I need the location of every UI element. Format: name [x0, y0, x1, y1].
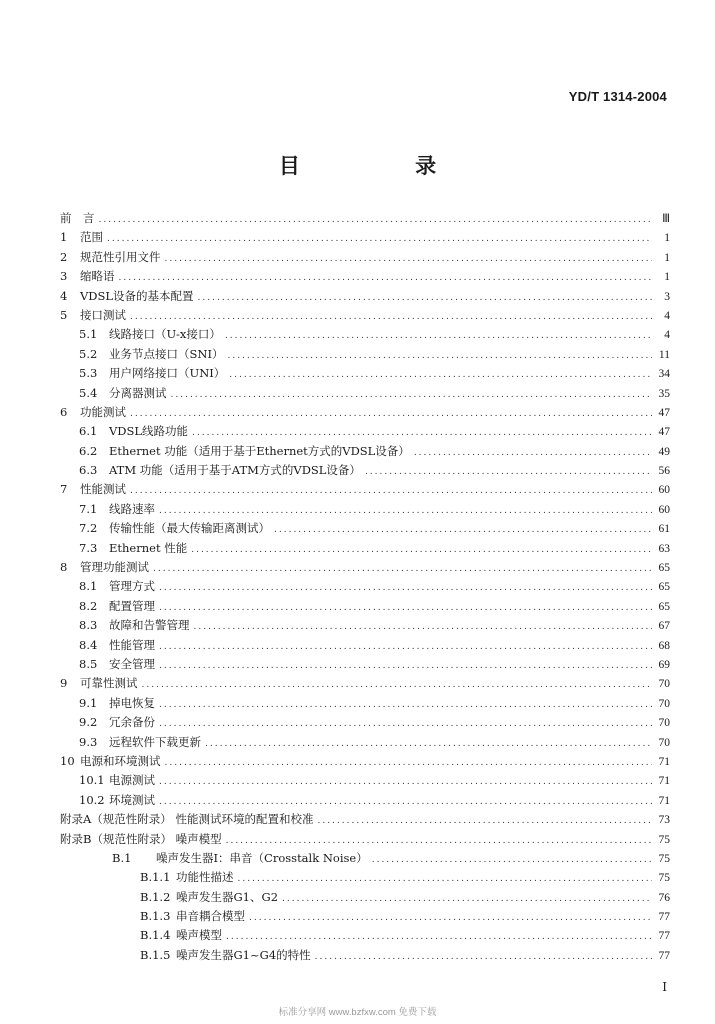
dot-leader [159, 661, 652, 671]
toc-entry-label: Ethernet 功能（适用于基于Ethernet方式的VDSL设备） [109, 443, 410, 458]
toc-entry-label: 配置管理 [109, 598, 155, 613]
dot-leader [159, 603, 652, 613]
toc-entry[interactable] [60, 811, 670, 830]
dot-leader [226, 932, 652, 942]
toc-entry-number: 6.3 [79, 463, 98, 478]
toc-entry-number: B.1.3 [140, 909, 171, 924]
toc-entry[interactable] [60, 695, 670, 714]
toc-entry[interactable] [60, 578, 670, 597]
toc-entry[interactable] [60, 675, 670, 694]
toc-entry-number: 8.5 [79, 656, 98, 671]
dot-leader [119, 273, 653, 283]
toc-entry-label: 噪声发生器G1~G4的特性 [176, 947, 311, 962]
toc-entry-label: 噪声模型 [176, 928, 222, 943]
dot-leader [159, 797, 652, 807]
toc-entry[interactable] [60, 540, 670, 559]
toc-entry-number: 2 [60, 249, 68, 264]
toc-entry[interactable] [60, 520, 670, 539]
toc-entry-number: 7.1 [79, 501, 98, 516]
toc-entry-number: 6.1 [79, 424, 98, 439]
toc-entry-page: 35 [658, 387, 670, 400]
toc-entry-label: 附录A（规范性附录） 性能测试环境的配置和校准 [60, 812, 314, 827]
toc-entry-page: 65 [658, 562, 670, 575]
dot-leader [142, 680, 653, 690]
dot-leader [274, 525, 652, 535]
table-of-contents [60, 210, 670, 966]
toc-entry-label: 接口测试 [80, 307, 126, 322]
toc-entry[interactable] [60, 869, 670, 888]
toc-entry-label: ATM 功能（适用于基于ATM方式的VDSL设备） [109, 463, 361, 478]
toc-entry-number: B.1 [112, 850, 132, 865]
toc-entry[interactable] [60, 268, 670, 287]
toc-entry[interactable] [60, 307, 670, 326]
toc-entry-page: 71 [658, 794, 670, 807]
toc-entry-page: 1 [664, 232, 670, 245]
toc-entry-label: 缩略语 [80, 269, 115, 284]
toc-entry-page: 65 [658, 581, 670, 594]
watermark-text: 标准分享网 www.bzfxw.com 免费下载 [278, 1007, 437, 1018]
toc-entry-number: 8.3 [79, 618, 98, 633]
toc-entry-page: 77 [658, 911, 670, 924]
dot-leader [225, 331, 652, 341]
dot-leader [153, 564, 652, 574]
toc-entry-page: 1 [664, 251, 670, 264]
toc-entry-label: 传输性能（最大传输距离测试） [109, 521, 270, 536]
toc-entry-number: 5.2 [79, 346, 98, 361]
toc-entry-number: 1 [60, 230, 68, 245]
toc-entry[interactable] [60, 656, 670, 675]
toc-entry-number: 9 [60, 676, 68, 691]
dot-leader [191, 545, 652, 555]
toc-entry-page: 70 [658, 678, 670, 691]
toc-entry-page: 65 [658, 600, 670, 613]
toc-entry[interactable] [60, 346, 670, 365]
toc-entry-label: 性能管理 [109, 637, 155, 652]
toc-entry[interactable] [60, 831, 670, 850]
toc-entry-page: 34 [658, 368, 670, 381]
toc-entry-page: 69 [658, 658, 670, 671]
toc-entry-number: 9.3 [79, 734, 98, 749]
toc-entry-label: 功能测试 [80, 404, 126, 419]
toc-entry-page: 67 [658, 620, 670, 633]
toc-entry[interactable] [60, 792, 670, 811]
dot-leader [165, 254, 653, 264]
toc-entry-number: 3 [60, 269, 68, 284]
toc-entry-page: 56 [658, 465, 670, 478]
toc-entry[interactable] [60, 734, 670, 753]
toc-entry-label: 噪声发生器G1、G2 [176, 889, 279, 904]
toc-entry-label: 前 言 [60, 211, 95, 225]
dot-leader [198, 293, 652, 303]
toc-entry[interactable] [60, 385, 670, 404]
toc-entry[interactable] [60, 889, 670, 908]
dot-leader [107, 234, 652, 244]
toc-entry-label: 噪声发生器Ⅰ：串音（Crosstalk Noise） [156, 850, 368, 865]
toc-entry-label: 性能测试 [80, 482, 126, 497]
dot-leader [317, 816, 652, 826]
toc-entry[interactable] [60, 753, 670, 772]
toc-entry-label: Ethernet 性能 [109, 540, 188, 555]
toc-entry-page: 75 [658, 872, 670, 885]
toc-entry-number: B.1.2 [140, 889, 171, 904]
toc-entry-label: VDSL线路功能 [109, 424, 189, 439]
toc-entry-number: 10 [60, 753, 75, 768]
toc-entry-label: 故障和告警管理 [109, 618, 190, 633]
toc-entry-page: 71 [658, 755, 670, 768]
toc-entry[interactable] [60, 365, 670, 384]
toc-entry-number: 7.3 [79, 540, 98, 555]
dot-leader [227, 351, 652, 361]
toc-entry-label: 线路接口（U-x接口） [109, 327, 221, 342]
toc-entry-page: 60 [658, 484, 670, 497]
dot-leader [249, 913, 652, 923]
toc-entry-number: 6.2 [79, 443, 98, 458]
toc-entry[interactable] [60, 559, 670, 578]
toc-entry[interactable] [60, 850, 670, 869]
toc-entry-number: 8.1 [79, 579, 98, 594]
toc-entry[interactable] [60, 229, 670, 248]
toc-entry-page: 77 [658, 930, 670, 943]
toc-entry-page: 76 [658, 891, 670, 904]
toc-entry-number: 9.2 [79, 715, 98, 730]
document-code: YD/T 1314-2004 [568, 89, 667, 104]
toc-entry[interactable] [60, 481, 670, 500]
toc-entry-label: 线路速率 [109, 501, 155, 516]
toc-entry-page: 70 [658, 736, 670, 749]
toc-entry-label: 规范性引用文件 [80, 249, 161, 264]
toc-entry-page: 77 [658, 949, 670, 962]
dot-leader [165, 758, 653, 768]
toc-entry-page: 68 [658, 639, 670, 652]
toc-entry-page: 4 [664, 309, 670, 322]
toc-entry-number: 9.1 [79, 695, 98, 710]
toc-entry-number: 5 [60, 307, 68, 322]
toc-entry-page: 47 [658, 426, 670, 439]
toc-entry-number: 8 [60, 560, 68, 575]
toc-entry-number: 5.4 [79, 385, 98, 400]
dot-leader [159, 719, 652, 729]
toc-entry-label: 用户网络接口（UNI） [109, 366, 226, 381]
toc-entry-number: 4 [60, 288, 68, 303]
toc-entry[interactable] [60, 443, 670, 462]
toc-entry[interactable] [60, 326, 670, 345]
toc-entry-page: 47 [658, 406, 670, 419]
toc-entry[interactable] [60, 210, 670, 229]
page-title: 目 录 [278, 153, 491, 178]
toc-entry-label: 功能性描述 [176, 870, 234, 885]
toc-entry-label: 附录B（规范性附录） 噪声模型 [60, 831, 222, 846]
toc-entry[interactable] [60, 423, 670, 442]
toc-entry-label: 电源测试 [109, 773, 155, 788]
toc-entry-page: 70 [658, 717, 670, 730]
toc-entry-label: 管理功能测试 [80, 560, 149, 575]
toc-entry-page: 3 [664, 290, 670, 303]
toc-entry-number: 8.4 [79, 637, 98, 652]
toc-entry-label: 串音耦合模型 [176, 909, 245, 924]
toc-entry-number: B.1.5 [140, 947, 171, 962]
toc-entry-label: 远程软件下载更新 [109, 734, 201, 749]
toc-entry-label: 业务节点接口（SNI） [109, 346, 224, 361]
toc-entry-page: 11 [658, 348, 670, 361]
toc-entry-label: 范围 [80, 230, 103, 245]
toc-entry-page: 73 [658, 814, 670, 827]
toc-entry-label: 掉电恢复 [109, 695, 155, 710]
dot-leader [130, 312, 652, 322]
dot-leader [159, 506, 652, 516]
toc-entry-label: 管理方式 [109, 579, 155, 594]
toc-entry-page: 75 [658, 852, 670, 865]
toc-entry-label: 电源和环境测试 [80, 753, 161, 768]
toc-entry[interactable] [60, 714, 670, 733]
toc-entry[interactable] [60, 501, 670, 520]
toc-entry[interactable] [60, 404, 670, 423]
toc-entry[interactable] [60, 637, 670, 656]
toc-entry-number: 7 [60, 482, 68, 497]
dot-leader [238, 874, 653, 884]
toc-entry-page: 70 [658, 697, 670, 710]
dot-leader [171, 390, 653, 400]
toc-entry-page: 75 [658, 833, 670, 846]
toc-entry-number: B.1.1 [140, 870, 171, 885]
toc-entry-page: 4 [664, 329, 670, 342]
toc-entry-page: 1 [664, 271, 670, 284]
page-number: Ⅰ [662, 980, 667, 994]
toc-entry[interactable] [60, 772, 670, 791]
toc-entry-label: 可靠性测试 [80, 676, 138, 691]
toc-entry[interactable] [60, 927, 670, 946]
dot-leader [194, 622, 653, 632]
toc-entry-label: 分离器测试 [109, 385, 167, 400]
toc-entry-page: 60 [658, 503, 670, 516]
dot-leader [159, 642, 652, 652]
dot-leader [130, 486, 652, 496]
toc-entry[interactable] [60, 908, 670, 927]
dot-leader [365, 467, 652, 477]
toc-entry-page: 71 [658, 775, 670, 788]
toc-entry-number: 5.1 [79, 327, 98, 342]
toc-entry-number: 6 [60, 404, 68, 419]
dot-leader [130, 409, 652, 419]
toc-entry-number: 8.2 [79, 598, 98, 613]
toc-entry[interactable] [60, 288, 670, 307]
dot-leader [282, 894, 652, 904]
dot-leader [414, 448, 652, 458]
toc-entry-label: 环境测试 [109, 792, 155, 807]
toc-entry-page: 61 [658, 523, 670, 536]
dot-leader [315, 952, 652, 962]
dot-leader [372, 855, 652, 865]
dot-leader [226, 836, 652, 846]
toc-entry[interactable] [60, 598, 670, 617]
toc-entry-number: B.1.4 [140, 928, 171, 943]
toc-entry-page: 63 [658, 542, 670, 555]
toc-entry-number: 10.2 [79, 792, 105, 807]
toc-entry[interactable] [60, 462, 670, 481]
toc-entry-page: Ⅲ [662, 213, 670, 225]
dot-leader [159, 583, 652, 593]
toc-entry-label: 冗余备份 [109, 715, 155, 730]
toc-entry-label: 安全管理 [109, 656, 155, 671]
dot-leader [205, 739, 652, 749]
toc-entry[interactable] [60, 617, 670, 636]
toc-entry-number: 5.3 [79, 366, 98, 381]
dot-leader [159, 700, 652, 710]
toc-entry-number: 10.1 [79, 773, 105, 788]
toc-entry-page: 49 [658, 445, 670, 458]
toc-entry[interactable] [60, 249, 670, 268]
dot-leader [159, 777, 652, 787]
dot-leader [192, 428, 652, 438]
toc-entry-number: 7.2 [79, 521, 98, 536]
dot-leader [229, 370, 652, 380]
toc-entry[interactable] [60, 947, 670, 966]
toc-entry-label: VDSL设备的基本配置 [80, 288, 194, 303]
dot-leader [99, 215, 653, 225]
